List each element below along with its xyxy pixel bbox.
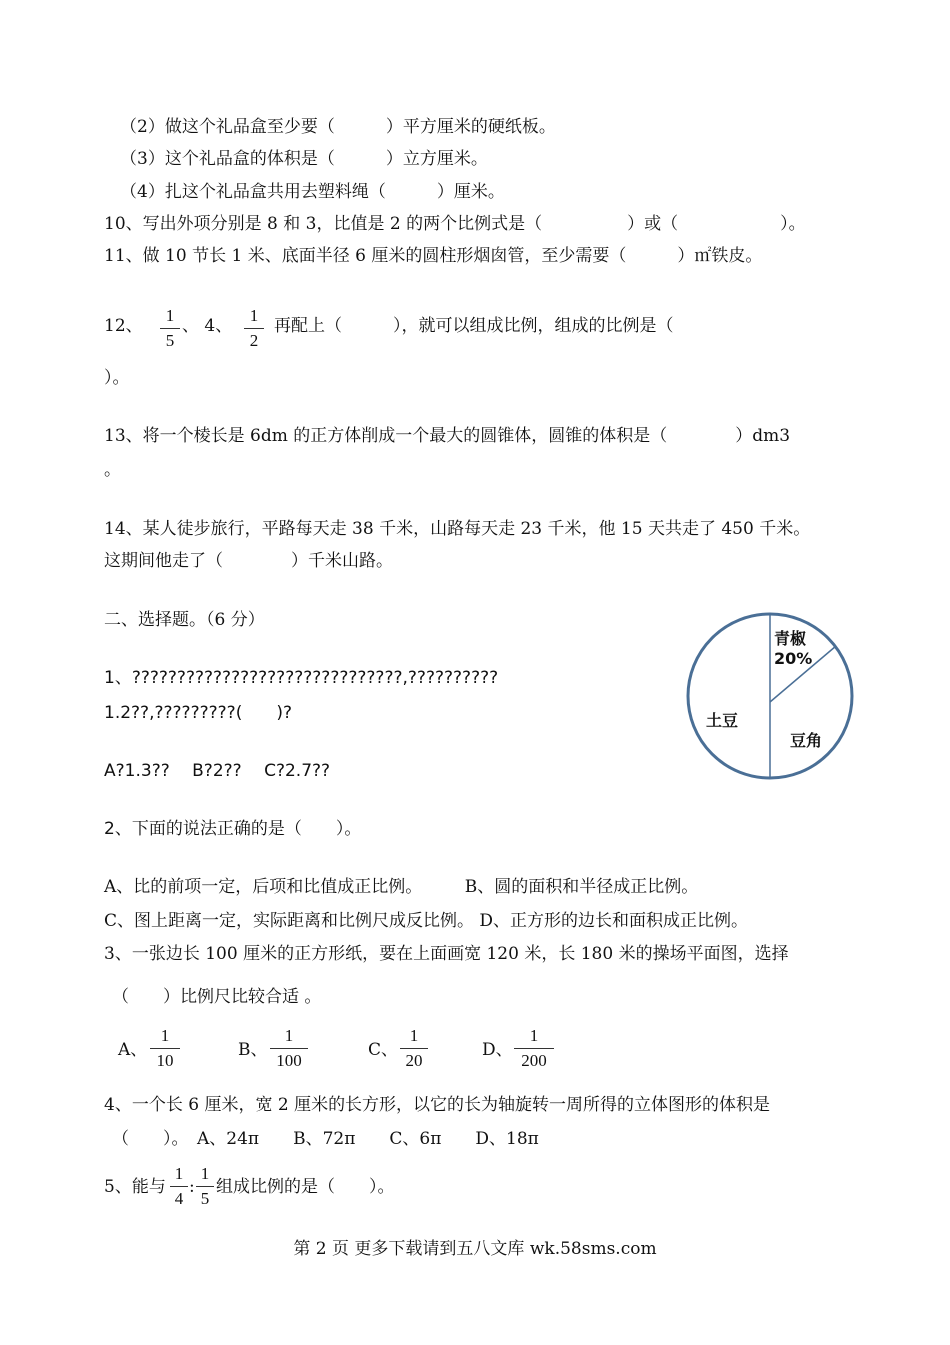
section-2-title: 二、选择题。（6 分） xyxy=(104,610,265,630)
s2-q3-line1: 3、一张边长 100 厘米的正方形纸，要在上面画宽 120 米，长 180 米的操场平面图，选择 xyxy=(104,944,789,964)
q12-middle: 、 4、 xyxy=(182,316,233,336)
s2-q5-fraction-1: 1 4 xyxy=(170,1164,188,1209)
s2-q3-option-c-label: C、 xyxy=(368,1040,399,1060)
q12-fraction-1: 1 5 xyxy=(160,306,180,351)
q12-prefix: 12、 xyxy=(104,316,143,336)
s2-q1-line2: 1.2??,?????????( )? xyxy=(104,703,292,723)
s2-q3-option-d-label: D、 xyxy=(482,1040,513,1060)
pie-label-green-pepper: 青椒 xyxy=(774,629,807,648)
s2-q4-line2: （ ）。 A、24π B、72π C、6π D、18π xyxy=(112,1129,539,1149)
s2-q2-options-ab: A、比的前项一定，后项和比值成正比例。 B、圆的面积和半径成正比例。 xyxy=(104,877,699,897)
s2-q3-line2: （ ）比例尺比较合适 。 xyxy=(112,987,322,1007)
s2-q3-option-c-fraction: 1 20 xyxy=(400,1026,428,1071)
s2-q5-fraction-2: 1 5 xyxy=(196,1164,214,1209)
s2-q1-options: A?1.3?? B?2?? C?2.7?? xyxy=(104,761,331,781)
s2-q5-colon: : xyxy=(189,1177,195,1197)
vegetable-pie-chart xyxy=(684,610,856,782)
q9-part2: （2）做这个礼品盒至少要（ ）平方厘米的硬纸板。 xyxy=(120,117,556,137)
page-footer: 第 2 页 更多下载请到五八文库 wk.58sms.com xyxy=(293,1239,657,1259)
s2-q2-options-cd: C、图上距离一定，实际距离和比例尺成反比例。 D、正方形的边长和面积成正比例。 xyxy=(104,911,749,931)
q12-fraction-2: 1 2 xyxy=(244,306,264,351)
s2-q4-line1: 4、一个长 6 厘米，宽 2 厘米的长方形，以它的长为轴旋转一周所得的立体图形的体积是 xyxy=(104,1095,771,1115)
q9-part3: （3）这个礼品盒的体积是（ ）立方厘米。 xyxy=(120,149,488,169)
s2-q5-prefix: 5、能与 xyxy=(104,1177,166,1197)
q10: 10、写出外项分别是 8 和 3，比值是 2 的两个比例式是（ ）或（ ）。 xyxy=(104,214,806,234)
s2-q3-option-a-fraction: 1 10 xyxy=(150,1026,180,1071)
pie-label-bean: 豆角 xyxy=(790,731,823,750)
q12-line2: ）。 xyxy=(104,368,130,388)
q14: 14、某人徒步旅行，平路每天走 38 千米，山路每天走 23 千米，他 15 天共走了 450 千米。 xyxy=(104,519,811,539)
s2-q1-line1: 1、??????????????????????????????,?????????? xyxy=(104,668,499,688)
s2-q3-option-d-fraction: 1 200 xyxy=(514,1026,554,1071)
q11: 11、做 10 节长 1 米、底面半径 6 厘米的圆柱形烟囱管，至少需要（ ）㎡铁皮。 xyxy=(104,246,763,266)
s2-q2: 2、下面的说法正确的是（ ）。 xyxy=(104,819,362,839)
q13: 13、将一个棱长是 6dm 的正方体削成一个最大的圆锥体，圆锥的体积是（ ）dm3 xyxy=(104,426,791,446)
pie-label-percent: 20% xyxy=(774,649,813,668)
pie-label-potato: 土豆 xyxy=(706,711,739,730)
s2-q3-option-b-label: B、 xyxy=(238,1040,268,1060)
q14-line2: 这期间他走了（ ）千米山路。 xyxy=(104,551,393,571)
q13-line2: 。 xyxy=(104,460,121,480)
s2-q3-option-a-label: A、 xyxy=(118,1040,148,1060)
s2-q5-suffix: 组成比例的是（ ）。 xyxy=(216,1177,395,1197)
q9-part4: （4）扎这个礼品盒共用去塑料绳（ ）厘米。 xyxy=(120,182,505,202)
q12-suffix: 再配上（ ），就可以组成比例，组成的比例是（ xyxy=(274,316,674,336)
s2-q3-option-b-fraction: 1 100 xyxy=(270,1026,308,1071)
